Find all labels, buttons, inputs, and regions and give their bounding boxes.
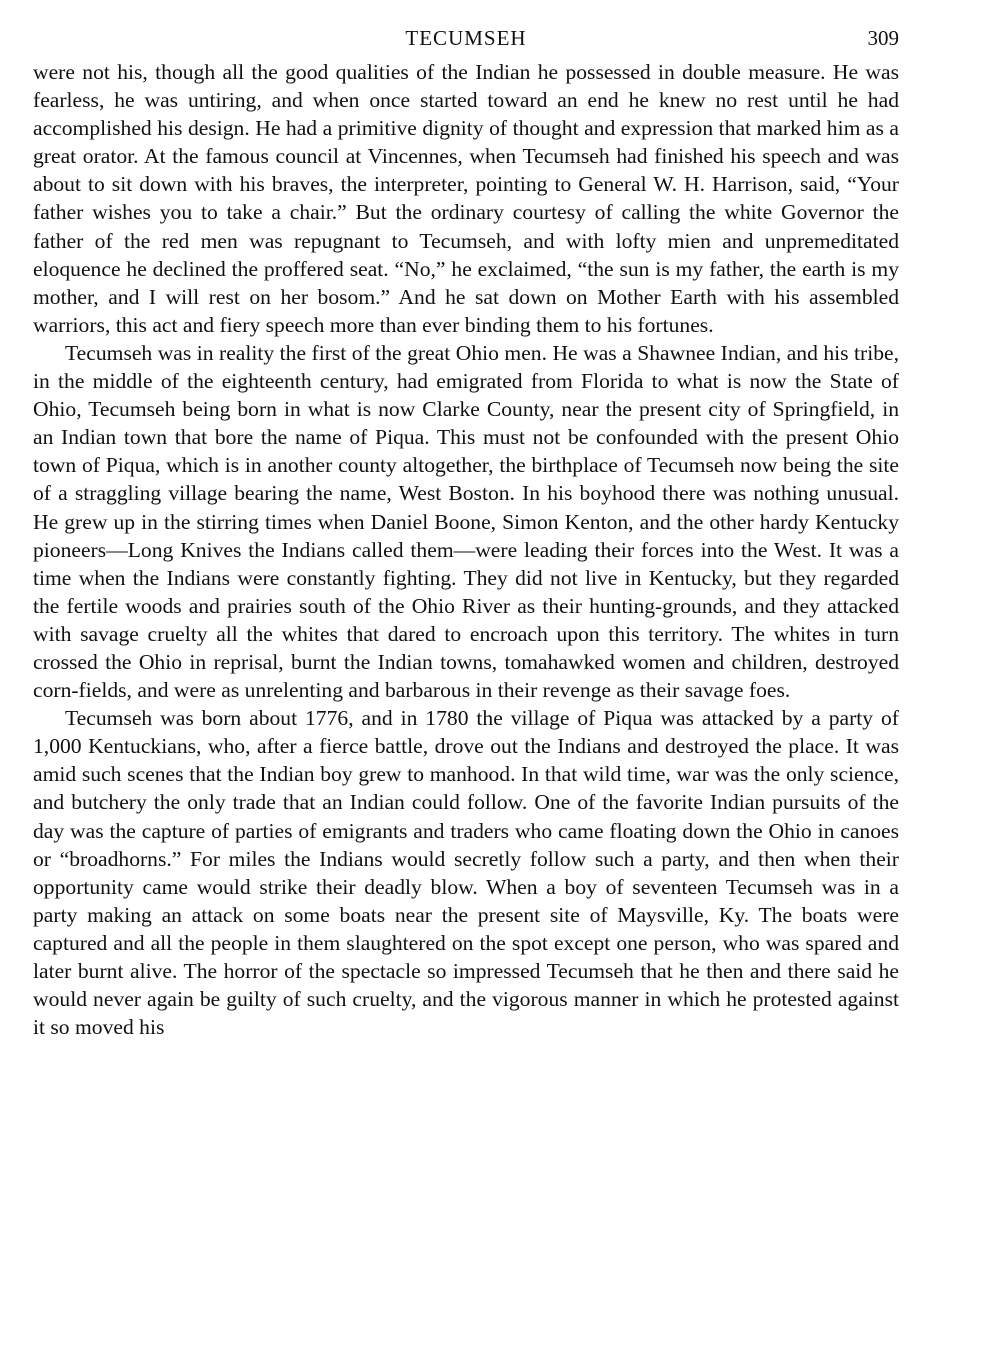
paragraph-continuation: were not his, though all the good qualities of the Indian he possessed in double measure. He was fearless, he was untiring, and when once started toward an end he knew no rest until he had accomplished his design. He had a primitive dignity of thought and expression that marked him as a great orator. At the famous council at Vincennes, when Tecumseh had finished his speech and was about to sit down with his braves, the interpreter, pointing to General W. H. Harrison, said, “Your father wishes you to take a chair.” But the ordinary courtesy of calling the white Governor the father of the red men was repugnant to Tecumseh, and with lofty mien and unpremeditated eloquence he declined the proffered seat. “No,” he exclaimed, “the sun is my father, the earth is my mother, and I will rest on her bosom.” And he sat down on Mother Earth with his assembled warriors, this act and fiery speech more than ever binding them to his fortunes. (33, 60, 899, 337)
paragraph-origins: Tecumseh was in reality the first of the great Ohio men. He was a Shawnee Indian, and his tribe, in the middle of the eighteenth century, had emigrated from Florida to what is now the State of Ohio, Tecumseh being born in what is now Clarke County, near the present city of Springfield, in an Indian town that bore the name of Piqua. This must not be confounded with the present Ohio town of Piqua, which is in another county altogether, the birthplace of Tecumseh now being the site of a straggling village bearing the name, West Boston. In his boyhood there was nothing unusual. He grew up in the stirring times when Daniel Boone, Simon Kenton, and the other hardy Kentucky pioneers—Long Knives the Indians called them—were leading their forces into the West. It was a time when the Indians were constantly fighting. They did not live in Kentucky, but they regarded the fertile woods and prairies south of the Ohio River as their hunting-grounds, and they attacked with savage cruelty all the whites that dared to encroach upon this territory. The whites in turn crossed the Ohio in reprisal, burnt the Indian towns, tomahawked women and children, destroyed corn-fields, and were as unrelenting and barbarous in their revenge as their savage foes. (33, 340, 899, 703)
running-title: TECUMSEH (405, 26, 527, 50)
body-text (33, 58, 899, 1041)
page-number: 309 (867, 26, 899, 50)
running-head (33, 26, 899, 58)
book-page (33, 26, 899, 1041)
paragraph-youth: Tecumseh was born about 1776, and in 1780 the village of Piqua was attacked by a party of 1,000 Kentuckians, who, after a fierce battle, drove out the Indians and destroyed the place. It was amid such scenes that the Indian boy grew to manhood. In that wild time, war was the only science, and butchery the only trade that an Indian could follow. One of the favorite Indian pursuits of the day was the capture of parties of emigrants and traders who came floating down the Ohio in canoes or “broadhorns.” For miles the Indians would secretly follow such a party, and then when their opportunity came would strike their deadly blow. When a boy of seventeen Tecumseh was in a party making an attack on some boats near the present site of Maysville, Ky. The boats were captured and all the people in them slaughtered on the spot except one person, who was spared and later burnt alive. The horror of the spectacle so impressed Tecumseh that he then and there said he would never again be guilty of such cruelty, and the vigorous manner in which he protested against it so moved his (33, 706, 899, 1040)
